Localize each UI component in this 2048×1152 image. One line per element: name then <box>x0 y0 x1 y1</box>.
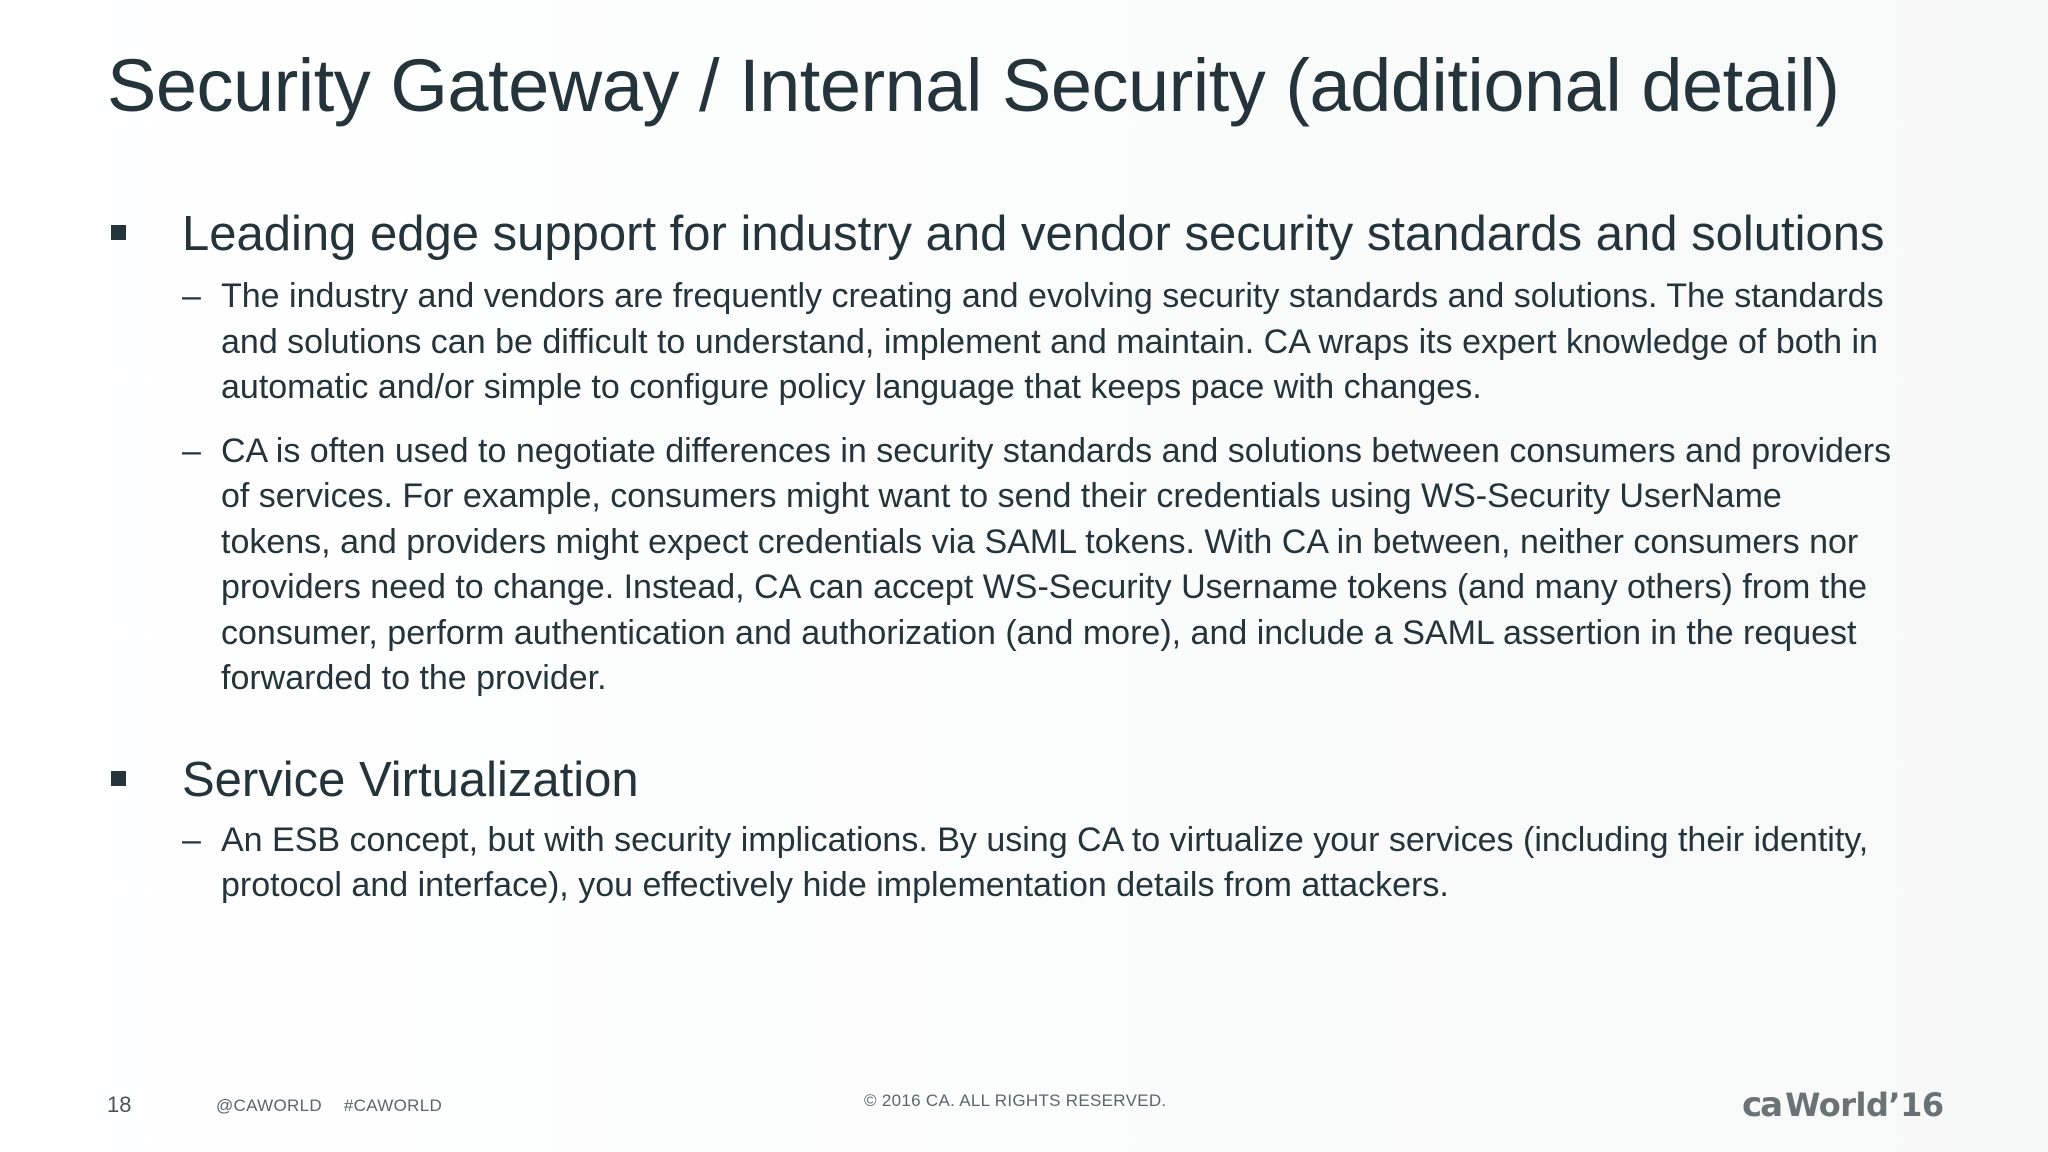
slide-content <box>107 200 1907 909</box>
hashtag: #CAWORLD <box>343 1096 443 1115</box>
sub-bullet-text: CA is often used to negotiate differences in security standards and solutions between consumers and providers of services. For example, consumers might want to send their credentials using WS-Security UserName tokens, and providers might expect credentials via SAML tokens. With CA in between, neither consumers nor providers need to change. Instead, CA can accept WS-Security Username tokens (and many others) from the consumer, perform authentication and authorization (and more), and include a SAML assertion in the request forwarded to the provider. <box>221 431 1892 697</box>
copyright-notice: © 2016 CA. ALL RIGHTS RESERVED. <box>864 1091 1167 1110</box>
sub-bullet-text: An ESB concept, but with security implications. By using CA to virtualize your services (including their identity, protocol and interface), you effectively hide implementation details from attackers. <box>221 820 1869 904</box>
page-number: 18 <box>107 1092 132 1117</box>
dash-marker: – <box>182 820 201 859</box>
bullet-item <box>107 746 1907 814</box>
dash-marker: – <box>182 431 201 470</box>
slide-title: Security Gateway / Internal Security (additional detail) <box>107 44 1840 127</box>
bullet-text: Leading edge support for industry and vendor security standards and solutions <box>182 207 1885 261</box>
square-bullet-icon <box>111 225 126 240</box>
sub-bullet-item <box>107 274 1897 411</box>
ca-world-logo <box>1742 1085 1944 1125</box>
bullet-item <box>107 200 1907 268</box>
logo-text: World’16 <box>1785 1086 1944 1124</box>
bullet-text: Service Virtualization <box>182 752 639 807</box>
sub-bullet-item <box>107 429 1897 702</box>
sub-bullet-item <box>107 818 1897 909</box>
square-bullet-icon <box>111 771 126 786</box>
twitter-handle: @CAWORLD <box>216 1096 322 1115</box>
sub-bullet-text: The industry and vendors are frequently creating and evolving security standards and solutions. The standards and solutions can be difficult to understand, implement and maintain. CA wraps its expert knowledge of both in automatic and/or simple to configure policy language that keeps pace with changes. <box>221 277 1884 406</box>
ca-logo-mark: ca <box>1742 1085 1782 1125</box>
social-handles <box>216 1096 442 1116</box>
dash-marker: – <box>182 277 201 315</box>
